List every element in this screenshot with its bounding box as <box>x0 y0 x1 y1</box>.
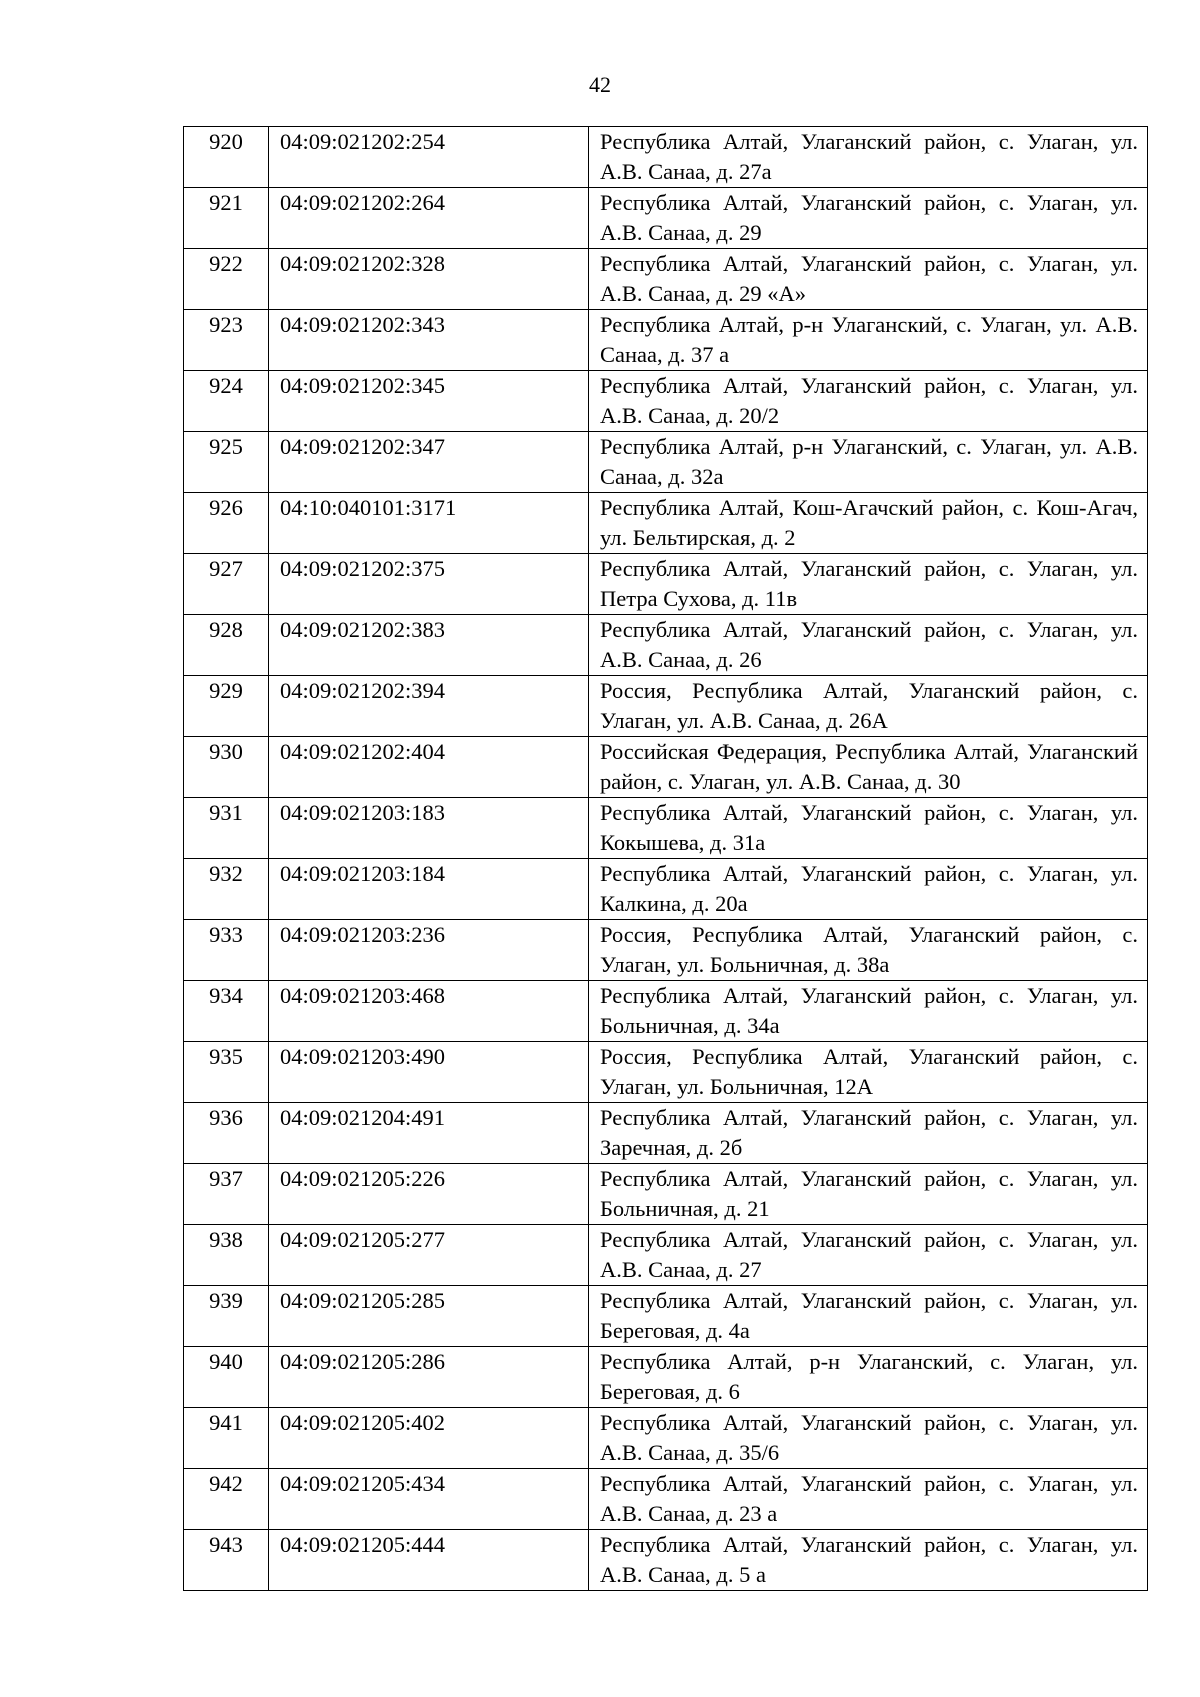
table-row <box>184 371 1148 432</box>
table-row <box>184 127 1148 188</box>
row-number: 931 <box>184 798 269 859</box>
address: Республика Алтай, Улаганский район, с. Улаган, ул. Петра Сухова, д. 11в <box>589 554 1148 615</box>
row-number: 938 <box>184 1225 269 1286</box>
row-number: 920 <box>184 127 269 188</box>
row-number: 942 <box>184 1469 269 1530</box>
address: Республика Алтай, Улаганский район, с. Улаган, ул. Больничная, д. 21 <box>589 1164 1148 1225</box>
table-row <box>184 981 1148 1042</box>
row-number: 935 <box>184 1042 269 1103</box>
address: Республика Алтай, р-н Улаганский, с. Улаган, ул. А.В. Санаа, д. 32а <box>589 432 1148 493</box>
table-row <box>184 676 1148 737</box>
row-number: 922 <box>184 249 269 310</box>
address: Республика Алтай, Улаганский район, с. Улаган, ул. А.В. Санаа, д. 26 <box>589 615 1148 676</box>
cadastral-number: 04:09:021203:468 <box>269 981 589 1042</box>
cadastral-number: 04:09:021202:345 <box>269 371 589 432</box>
row-number: 923 <box>184 310 269 371</box>
row-number: 932 <box>184 859 269 920</box>
address: Республика Алтай, Улаганский район, с. Улаган, ул. А.В. Санаа, д. 29 «А» <box>589 249 1148 310</box>
address: Республика Алтай, Улаганский район, с. Улаган, ул. А.В. Санаа, д. 29 <box>589 188 1148 249</box>
cadastral-number: 04:09:021205:434 <box>269 1469 589 1530</box>
registry-table <box>183 126 1148 1591</box>
table-row <box>184 188 1148 249</box>
table-row <box>184 920 1148 981</box>
cadastral-number: 04:09:021205:402 <box>269 1408 589 1469</box>
row-number: 943 <box>184 1530 269 1591</box>
cadastral-number: 04:09:021203:236 <box>269 920 589 981</box>
row-number: 937 <box>184 1164 269 1225</box>
row-number: 924 <box>184 371 269 432</box>
row-number: 941 <box>184 1408 269 1469</box>
table-row <box>184 554 1148 615</box>
row-number: 939 <box>184 1286 269 1347</box>
address: Республика Алтай, Улаганский район, с. Улаган, ул. А.В. Санаа, д. 27 <box>589 1225 1148 1286</box>
cadastral-number: 04:09:021202:264 <box>269 188 589 249</box>
table-row <box>184 1286 1148 1347</box>
cadastral-number: 04:09:021203:490 <box>269 1042 589 1103</box>
table-row <box>184 1103 1148 1164</box>
row-number: 936 <box>184 1103 269 1164</box>
address: Республика Алтай, Кош-Агачский район, с. Кош-Агач, ул. Бельтирская, д. 2 <box>589 493 1148 554</box>
cadastral-number: 04:09:021202:347 <box>269 432 589 493</box>
table-row <box>184 310 1148 371</box>
address: Республика Алтай, р-н Улаганский, с. Улаган, ул. А.В. Санаа, д. 37 а <box>589 310 1148 371</box>
cadastral-number: 04:09:021202:254 <box>269 127 589 188</box>
address: Россия, Республика Алтай, Улаганский район, с. Улаган, ул. А.В. Санаа, д. 26А <box>589 676 1148 737</box>
table-row <box>184 859 1148 920</box>
row-number: 933 <box>184 920 269 981</box>
cadastral-number: 04:09:021202:394 <box>269 676 589 737</box>
table-row <box>184 432 1148 493</box>
cadastral-number: 04:09:021202:404 <box>269 737 589 798</box>
address: Республика Алтай, Улаганский район, с. Улаган, ул. Калкина, д. 20а <box>589 859 1148 920</box>
page-number <box>0 72 1200 98</box>
row-number: 921 <box>184 188 269 249</box>
row-number: 930 <box>184 737 269 798</box>
cadastral-number: 04:09:021205:444 <box>269 1530 589 1591</box>
address: Республика Алтай, Улаганский район, с. Улаган, ул. Больничная, д. 34а <box>589 981 1148 1042</box>
address: Республика Алтай, Улаганский район, с. Улаган, ул. А.В. Санаа, д. 20/2 <box>589 371 1148 432</box>
table-row <box>184 1042 1148 1103</box>
row-number: 927 <box>184 554 269 615</box>
table-row <box>184 249 1148 310</box>
cadastral-number: 04:09:021202:343 <box>269 310 589 371</box>
cadastral-number: 04:09:021202:328 <box>269 249 589 310</box>
row-number: 928 <box>184 615 269 676</box>
row-number: 934 <box>184 981 269 1042</box>
cadastral-number: 04:09:021202:375 <box>269 554 589 615</box>
address: Республика Алтай, Улаганский район, с. Улаган, ул. Береговая, д. 4а <box>589 1286 1148 1347</box>
address: Республика Алтай, Улаганский район, с. Улаган, ул. А.В. Санаа, д. 5 а <box>589 1530 1148 1591</box>
registry-table-body <box>184 127 1148 1591</box>
cadastral-number: 04:09:021204:491 <box>269 1103 589 1164</box>
address: Российская Федерация, Республика Алтай, Улаганский район, с. Улаган, ул. А.В. Санаа, д. 30 <box>589 737 1148 798</box>
address: Республика Алтай, Улаганский район, с. Улаган, ул. Заречная, д. 2б <box>589 1103 1148 1164</box>
table-row <box>184 1164 1148 1225</box>
table-row <box>184 798 1148 859</box>
cadastral-number: 04:09:021205:277 <box>269 1225 589 1286</box>
table-row <box>184 1469 1148 1530</box>
cadastral-number: 04:09:021203:183 <box>269 798 589 859</box>
row-number: 926 <box>184 493 269 554</box>
table-row <box>184 1347 1148 1408</box>
page-number-text: 42 <box>589 72 611 97</box>
table-row <box>184 1530 1148 1591</box>
address: Республика Алтай, р-н Улаганский, с. Улаган, ул. Береговая, д. 6 <box>589 1347 1148 1408</box>
address: Россия, Республика Алтай, Улаганский район, с. Улаган, ул. Больничная, д. 38а <box>589 920 1148 981</box>
table-row <box>184 493 1148 554</box>
address: Республика Алтай, Улаганский район, с. Улаган, ул. Кокышева, д. 31а <box>589 798 1148 859</box>
table-row <box>184 737 1148 798</box>
table-row <box>184 1408 1148 1469</box>
cadastral-number: 04:10:040101:3171 <box>269 493 589 554</box>
cadastral-number: 04:09:021205:285 <box>269 1286 589 1347</box>
table-row <box>184 615 1148 676</box>
address: Республика Алтай, Улаганский район, с. Улаган, ул. А.В. Санаа, д. 35/6 <box>589 1408 1148 1469</box>
row-number: 929 <box>184 676 269 737</box>
cadastral-number: 04:09:021205:226 <box>269 1164 589 1225</box>
row-number: 940 <box>184 1347 269 1408</box>
address: Россия, Республика Алтай, Улаганский район, с. Улаган, ул. Больничная, 12А <box>589 1042 1148 1103</box>
row-number: 925 <box>184 432 269 493</box>
cadastral-number: 04:09:021202:383 <box>269 615 589 676</box>
address: Республика Алтай, Улаганский район, с. Улаган, ул. А.В. Санаа, д. 27а <box>589 127 1148 188</box>
address: Республика Алтай, Улаганский район, с. Улаган, ул. А.В. Санаа, д. 23 а <box>589 1469 1148 1530</box>
cadastral-number: 04:09:021205:286 <box>269 1347 589 1408</box>
cadastral-number: 04:09:021203:184 <box>269 859 589 920</box>
table-row <box>184 1225 1148 1286</box>
